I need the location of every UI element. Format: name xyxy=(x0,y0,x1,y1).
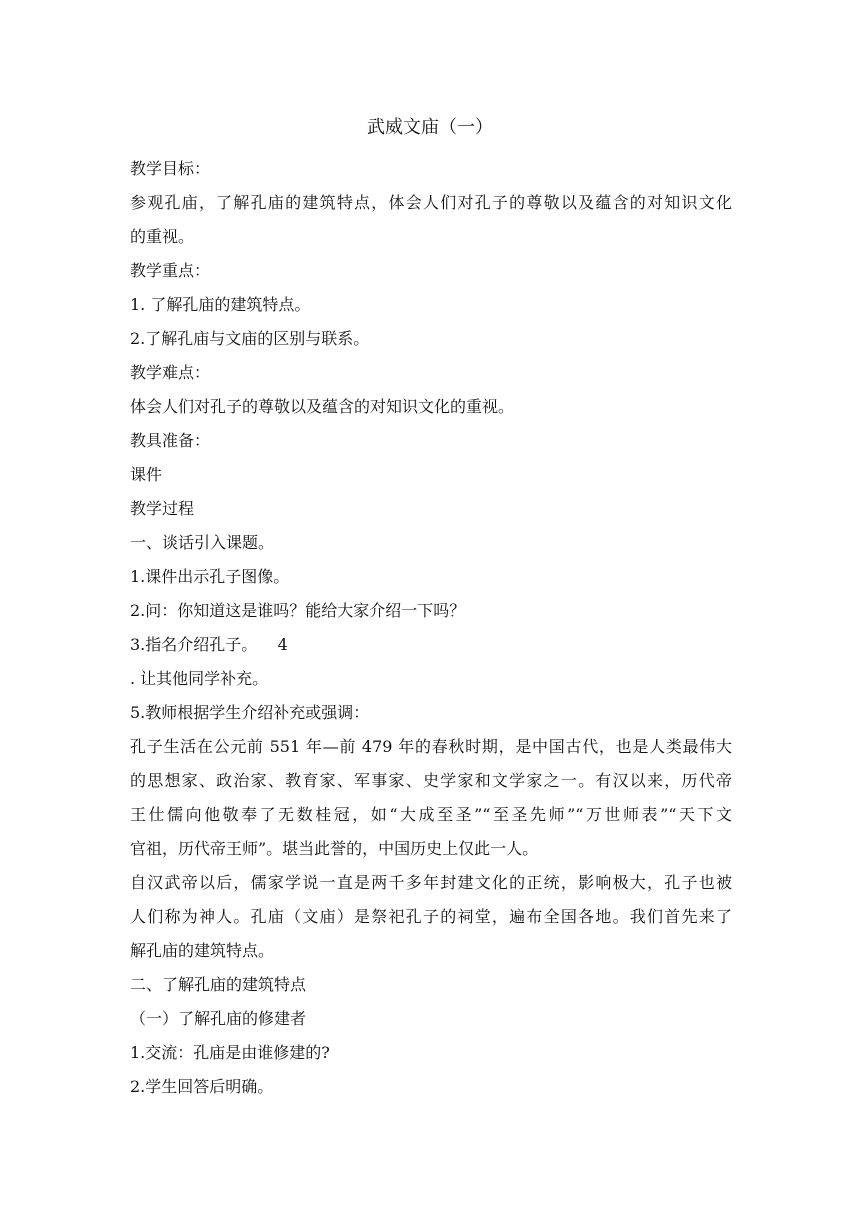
paragraph-line: 体会人们对孔子的尊敬以及蕴含的对知识文化的重视。 xyxy=(130,397,515,416)
heading-process: 教学过程 xyxy=(130,499,195,518)
paragraph-line: 自汉武帝以后，儒家学说一直是两千多年封建文化的正统，影响极大，孔子也被 xyxy=(130,873,732,892)
subsection-heading: （一）了解孔庙的修建者 xyxy=(130,1009,307,1028)
paragraph-line: 的重视。 xyxy=(130,227,195,246)
list-item: 3.指名介绍孔子。 4 xyxy=(130,635,288,654)
paragraph-line: 人们称为神人。孔庙（文庙）是祭祀孔子的祠堂，遍布全国各地。我们首先来了 xyxy=(130,907,732,926)
list-item: 5.教师根据学生介绍补充或强调： xyxy=(130,703,370,722)
list-item: 2.问：你知道这是谁吗？能给大家介绍一下吗？ xyxy=(130,601,466,620)
heading-materials: 教具准备： xyxy=(130,431,211,450)
paragraph-line: 王仕儒向他敬奉了无数桂冠，如“大成至圣”“至圣先师”“万世师表”“天下文 xyxy=(130,805,732,824)
list-item: 1.课件出示孔子图像。 xyxy=(130,567,290,586)
heading-objectives: 教学目标： xyxy=(130,159,211,178)
heading-key-points: 教学重点： xyxy=(130,261,211,280)
section-heading: 一、谈话引入课题。 xyxy=(130,533,275,552)
paragraph-line: 参观孔庙，了解孔庙的建筑特点，体会人们对孔子的尊敬以及蕴含的对知识文化 xyxy=(130,193,732,212)
list-item: 1. 了解孔庙的建筑特点。 xyxy=(130,295,311,314)
paragraph-line: 官祖，历代帝王师”。堪当此誉的，中国历史上仅此一人。 xyxy=(130,839,539,858)
section-heading: 二、了解孔庙的建筑特点 xyxy=(130,975,307,994)
list-item: . 让其他同学补充。 xyxy=(130,669,269,688)
document-body xyxy=(130,152,732,1104)
list-item: 2.了解孔庙与文庙的区别与联系。 xyxy=(130,329,370,348)
page-title: 武威文庙（一） xyxy=(367,117,493,138)
list-item: 1.交流：孔庙是由谁修建的? xyxy=(130,1043,330,1062)
list-item: 2.学生回答后明确。 xyxy=(130,1077,274,1096)
paragraph-line: 解孔庙的建筑特点。 xyxy=(130,941,275,960)
heading-difficulties: 教学难点： xyxy=(130,363,211,382)
paragraph-line: 孔子生活在公元前 551 年—前 479 年的春秋时期，是中国古代，也是人类最伟大 xyxy=(130,737,732,756)
paragraph-line: 课件 xyxy=(130,465,163,484)
paragraph-line: 的思想家、政治家、教育家、军事家、史学家和文学家之一。有汉以来，历代帝 xyxy=(130,771,732,790)
